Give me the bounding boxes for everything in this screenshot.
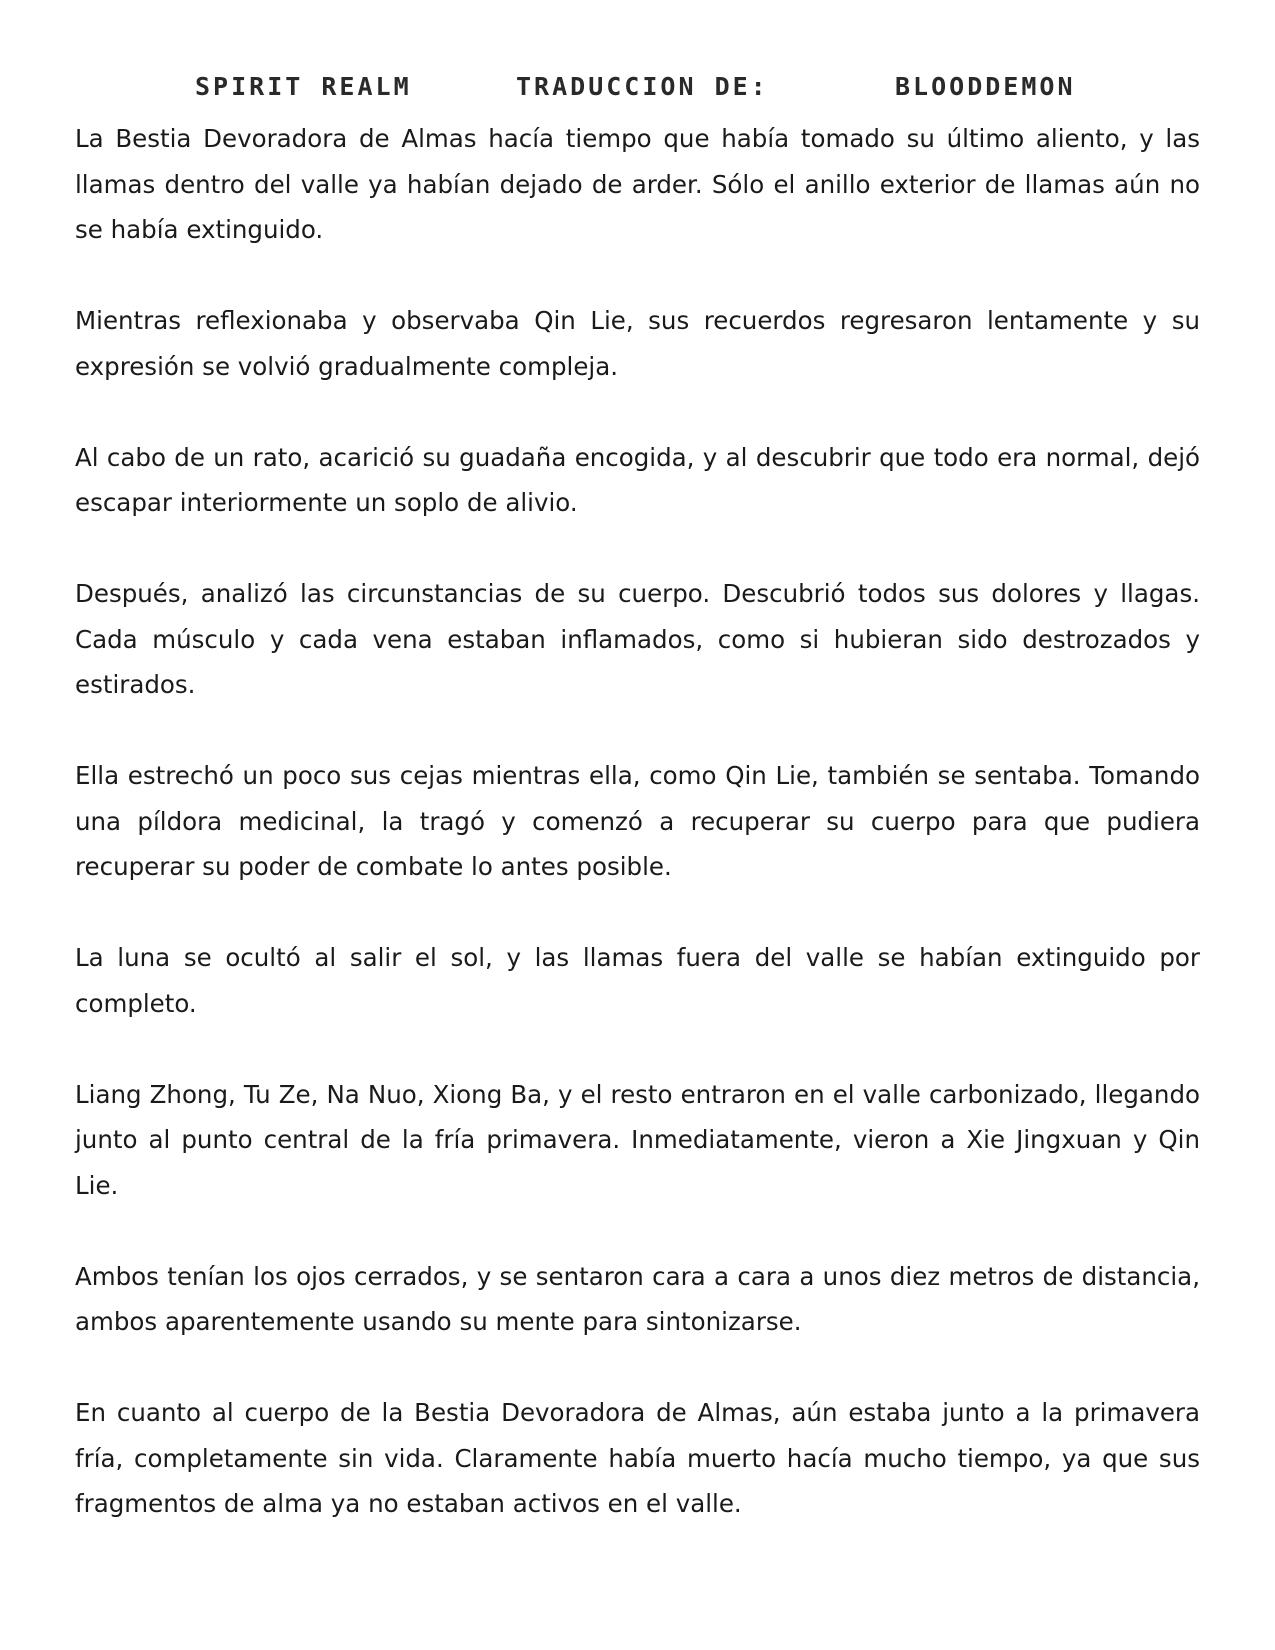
paragraph: Ambos tenían los ojos cerrados, y se sentaron cara a cara a unos diez metros de distancia, ambos aparentemente usando su mente para sintonizarse.	[75, 1261, 1200, 1336]
paragraph: Mientras reflexionaba y observaba Qin Lie, sus recuerdos regresaron lentamente y su expresión se volvió gradualmente compleja.	[75, 306, 1200, 381]
page-header	[0, 72, 1275, 112]
paragraph: En cuanto al cuerpo de la Bestia Devoradora de Almas, aún estaba junto a la primavera fría, completamente sin vida. Claramente había muerto hacía mucho tiempo, ya que sus fragmentos de alma ya no estaban activos en el valle.	[75, 1398, 1200, 1518]
header-title: SPIRIT REALM	[195, 72, 412, 101]
paragraph: La luna se ocultó al salir el sol, y las llamas fuera del valle se habían extinguido por completo.	[75, 943, 1200, 1018]
paragraph: Después, analizó las circunstancias de su cuerpo. Descubrió todos sus dolores y llagas. Cada músculo y cada vena estaban inflamados, como si hubieran sido destrozados y estirados.	[75, 579, 1200, 699]
header-translation-label: TRADUCCION DE:	[516, 72, 769, 101]
paragraph: La Bestia Devoradora de Almas hacía tiempo que había tomado su último aliento, y las llamas dentro del valle ya habían dejado de arder. Sólo el anillo exterior de llamas aún no se había extinguido.	[75, 124, 1200, 244]
header-translator: BLOODDEMON	[895, 72, 1076, 101]
document-body	[75, 116, 1200, 1572]
paragraph: Liang Zhong, Tu Ze, Na Nuo, Xiong Ba, y el resto entraron en el valle carbonizado, llegando junto al punto central de la fría primavera. Inmediatamente, vieron a Xie Jingxuan y Qin Lie.	[75, 1079, 1200, 1200]
paragraph: Ella estrechó un poco sus cejas mientras ella, como Qin Lie, también se sentaba. Tomando una píldora medicinal, la tragó y comenzó a recuperar su cuerpo para que pudiera recuperar su poder de combate lo antes posible.	[75, 761, 1200, 881]
paragraph: Al cabo de un rato, acarició su guadaña encogida, y al descubrir que todo era normal, dejó escapar interiormente un soplo de alivio.	[75, 442, 1200, 517]
